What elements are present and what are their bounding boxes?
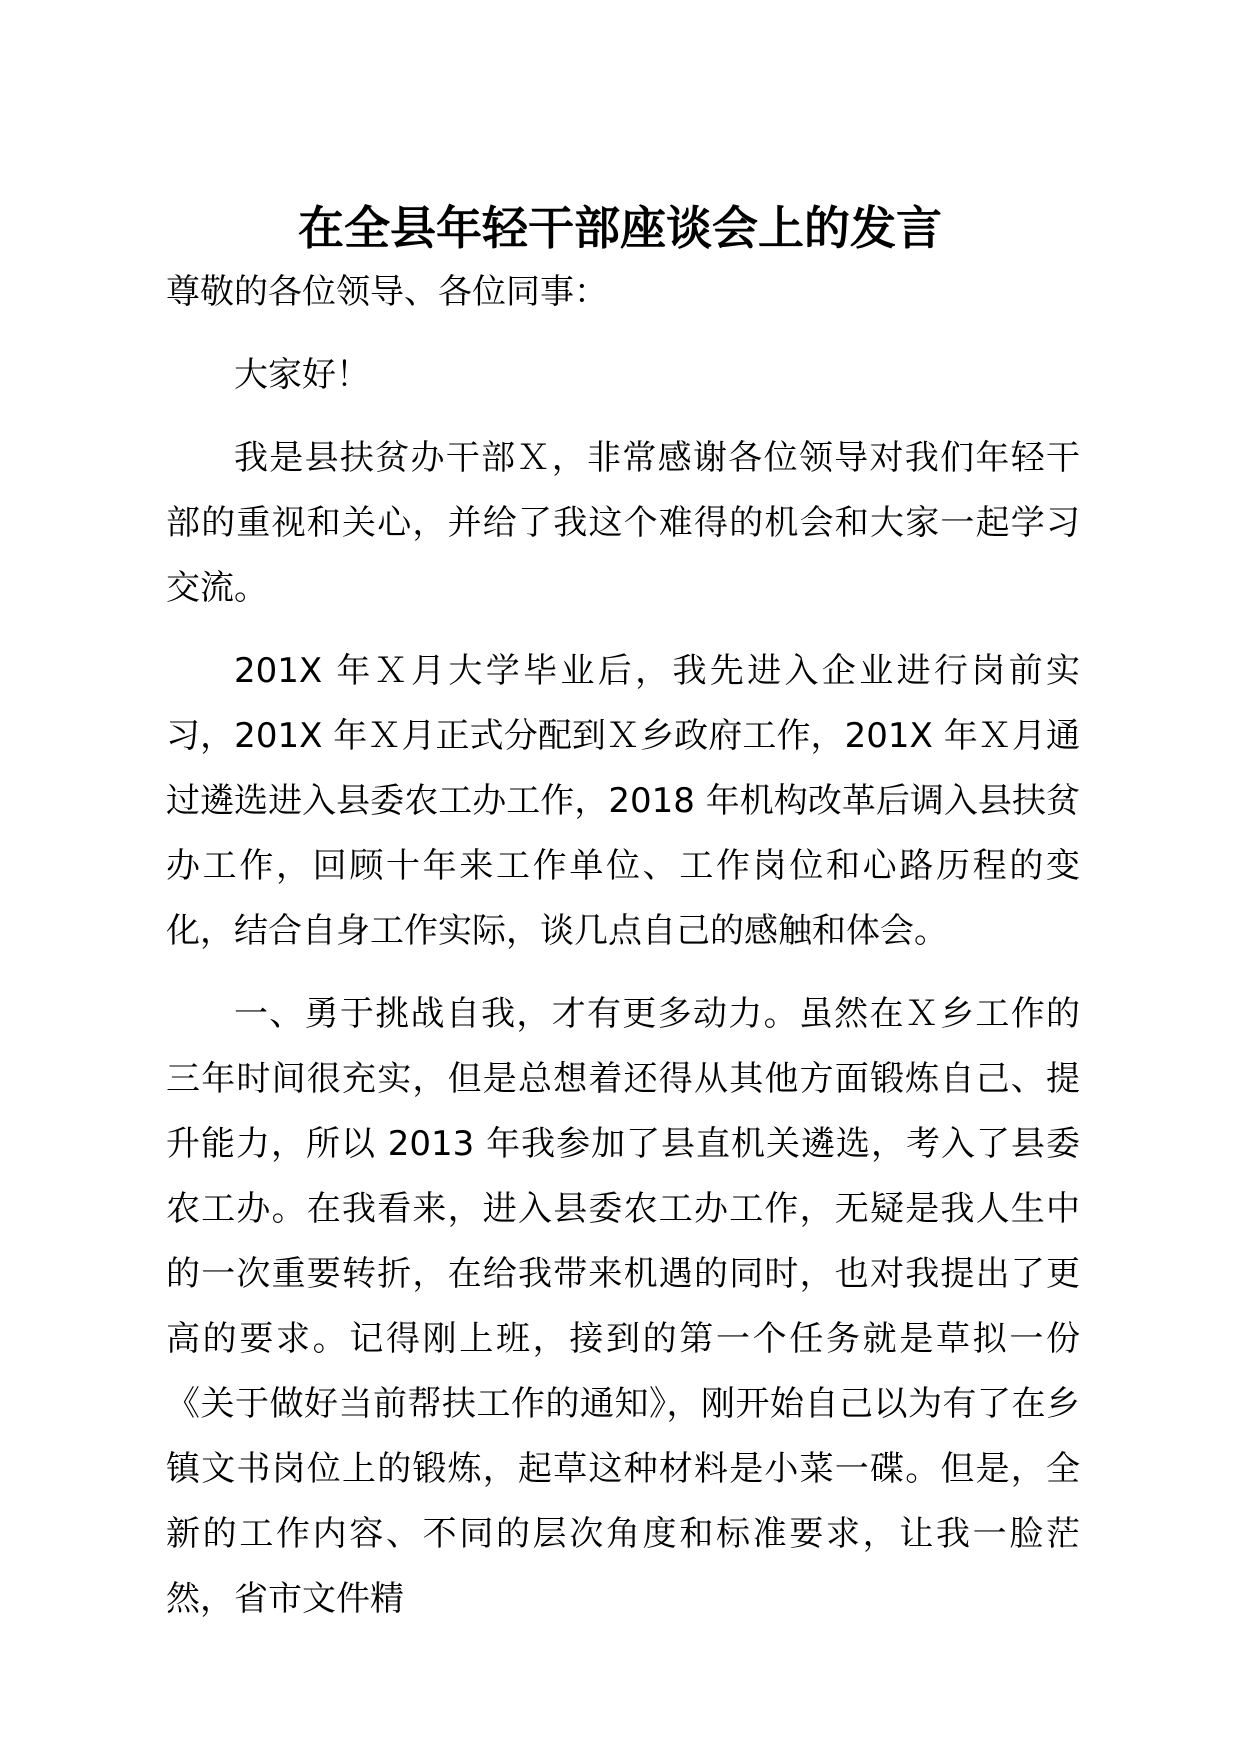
document-title: 在全县年轻干部座谈会上的发言 — [298, 201, 942, 255]
paragraph-greeting: 大家好！ — [234, 355, 370, 395]
document-body — [166, 260, 1080, 1650]
paragraph-career-history: 201X 年Ｘ月大学毕业后，我先进入企业进行岗前实习，201X 年Ｘ月正式分配到Ｘ乡政府工作，201X 年Ｘ月通过遴选进入县委农工办工作，2018 年机构改革后调入县扶贫办工作，回顾十年来工作单位、工作岗位和心路历程的变化，结合自身工作实际，谈几点自己的感触和体会。 — [166, 651, 1080, 951]
paragraph-section-one: 一、勇于挑战自我，才有更多动力。虽然在Ｘ乡工作的三年时间很充实，但是总想着还得从其他方面锻炼自己、提升能力，所以 2013 年我参加了县直机关遴选，考入了县委农工办。在我看来，进入县委农工办工作，无疑是我人生中的一次重要转折，在给我带来机遇的同时，也对我提出了更高的要求。记得刚上班，接到的第一个任务就是草拟一份《关于做好当前帮扶工作的通知》，刚开始自己以为有了在乡镇文书岗位上的锻炼，起草这种材料是小菜一碟。但是，全新的工作内容、不同的层次角度和标准要求，让我一脸茫然，省市文件精 — [166, 994, 1080, 1619]
salutation: 尊敬的各位领导、各位同事： — [166, 272, 608, 312]
paragraph-introduction: 我是县扶贫办干部Ｘ，非常感谢各位领导对我们年轻干部的重视和关心，并给了我这个难得的机会和大家一起学习交流。 — [166, 438, 1080, 608]
